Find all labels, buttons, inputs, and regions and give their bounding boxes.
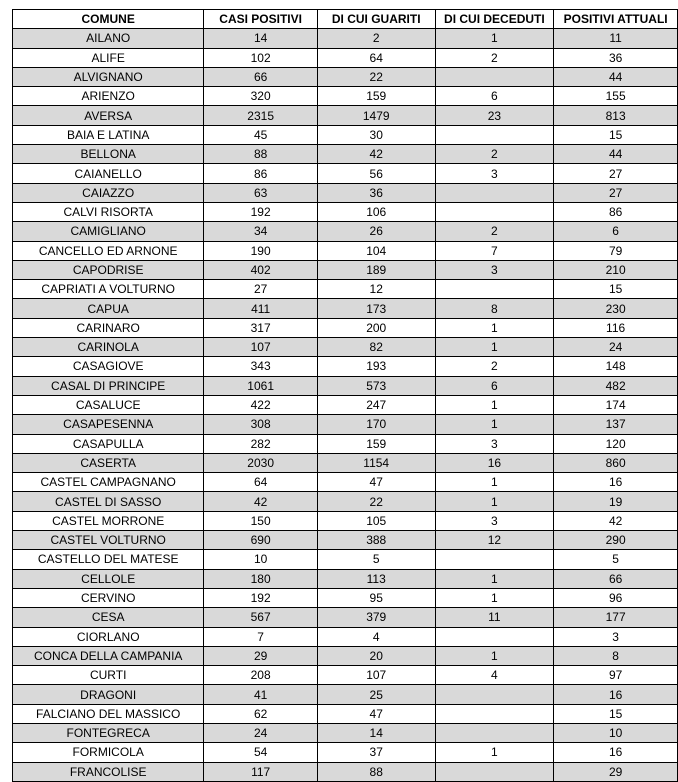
cell-guariti: 26	[317, 222, 435, 241]
cell-deceduti	[435, 280, 554, 299]
table-row	[13, 395, 678, 414]
cell-positivi-attuali: 230	[554, 299, 678, 318]
cell-casi-positivi: 45	[204, 125, 318, 144]
cell-comune: CASAPULLA	[13, 434, 204, 453]
cell-casi-positivi: 62	[204, 704, 318, 723]
cell-positivi-attuali: 813	[554, 106, 678, 125]
cell-guariti: 193	[317, 357, 435, 376]
cell-comune: CAPODRISE	[13, 260, 204, 279]
cell-deceduti: 8	[435, 299, 554, 318]
cell-casi-positivi: 63	[204, 183, 318, 202]
cell-positivi-attuali: 155	[554, 87, 678, 106]
table-row	[13, 106, 678, 125]
cell-comune: CONCA DELLA CAMPANIA	[13, 646, 204, 665]
table-row	[13, 608, 678, 627]
cell-positivi-attuali: 27	[554, 183, 678, 202]
cell-deceduti: 1	[435, 395, 554, 414]
cell-deceduti: 6	[435, 376, 554, 395]
cell-casi-positivi: 308	[204, 415, 318, 434]
cell-guariti: 82	[317, 338, 435, 357]
cell-casi-positivi: 10	[204, 550, 318, 569]
cell-comune: DRAGONI	[13, 685, 204, 704]
table-row	[13, 723, 678, 742]
cell-comune: CARINOLA	[13, 338, 204, 357]
cell-guariti: 247	[317, 395, 435, 414]
cell-positivi-attuali: 137	[554, 415, 678, 434]
covid-cases-table	[12, 9, 678, 782]
cell-comune: ARIENZO	[13, 87, 204, 106]
cell-guariti: 22	[317, 67, 435, 86]
cell-positivi-attuali: 16	[554, 685, 678, 704]
cell-casi-positivi: 567	[204, 608, 318, 627]
cell-positivi-attuali: 116	[554, 318, 678, 337]
cell-deceduti	[435, 627, 554, 646]
table-row	[13, 415, 678, 434]
cell-casi-positivi: 150	[204, 511, 318, 530]
cell-comune: CASALUCE	[13, 395, 204, 414]
cell-comune: CERVINO	[13, 588, 204, 607]
cell-positivi-attuali: 27	[554, 164, 678, 183]
cell-comune: FALCIANO DEL MASSICO	[13, 704, 204, 723]
cell-guariti: 95	[317, 588, 435, 607]
header-di-cui-deceduti: DI CUI DECEDUTI	[435, 10, 554, 29]
cell-comune: CAPUA	[13, 299, 204, 318]
cell-guariti: 105	[317, 511, 435, 530]
cell-guariti: 1154	[317, 453, 435, 472]
cell-casi-positivi: 180	[204, 569, 318, 588]
cell-positivi-attuali: 10	[554, 723, 678, 742]
cell-deceduti: 1	[435, 29, 554, 48]
cell-casi-positivi: 190	[204, 241, 318, 260]
table-row	[13, 511, 678, 530]
table-row	[13, 646, 678, 665]
cell-comune: ALIFE	[13, 48, 204, 67]
header-casi-positivi: CASI POSITIVI	[204, 10, 318, 29]
cell-casi-positivi: 107	[204, 338, 318, 357]
table-row	[13, 318, 678, 337]
cell-deceduti	[435, 67, 554, 86]
cell-casi-positivi: 1061	[204, 376, 318, 395]
cell-comune: BAIA E LATINA	[13, 125, 204, 144]
table-row	[13, 48, 678, 67]
cell-positivi-attuali: 174	[554, 395, 678, 414]
cell-guariti: 4	[317, 627, 435, 646]
cell-positivi-attuali: 15	[554, 125, 678, 144]
cell-guariti: 2	[317, 29, 435, 48]
cell-casi-positivi: 64	[204, 473, 318, 492]
table-row	[13, 183, 678, 202]
cell-deceduti: 2	[435, 48, 554, 67]
cell-deceduti: 1	[435, 473, 554, 492]
cell-positivi-attuali: 482	[554, 376, 678, 395]
cell-comune: CELLOLE	[13, 569, 204, 588]
cell-positivi-attuali: 79	[554, 241, 678, 260]
cell-positivi-attuali: 290	[554, 531, 678, 550]
table-row	[13, 260, 678, 279]
cell-casi-positivi: 41	[204, 685, 318, 704]
table-row	[13, 125, 678, 144]
table-row	[13, 492, 678, 511]
cell-deceduti: 1	[435, 492, 554, 511]
table-row	[13, 222, 678, 241]
cell-casi-positivi: 317	[204, 318, 318, 337]
cell-casi-positivi: 29	[204, 646, 318, 665]
cell-deceduti: 1	[435, 646, 554, 665]
cell-guariti: 56	[317, 164, 435, 183]
cell-comune: CAIAZZO	[13, 183, 204, 202]
cell-comune: CASTEL DI SASSO	[13, 492, 204, 511]
cell-guariti: 14	[317, 723, 435, 742]
table-row	[13, 762, 678, 781]
cell-casi-positivi: 282	[204, 434, 318, 453]
cell-guariti: 113	[317, 569, 435, 588]
cell-comune: AVERSA	[13, 106, 204, 125]
cell-deceduti: 2	[435, 222, 554, 241]
cell-positivi-attuali: 177	[554, 608, 678, 627]
cell-comune: BELLONA	[13, 145, 204, 164]
cell-deceduti: 1	[435, 588, 554, 607]
cell-guariti: 30	[317, 125, 435, 144]
table-row	[13, 202, 678, 221]
table-row	[13, 280, 678, 299]
table-row	[13, 434, 678, 453]
table-row	[13, 299, 678, 318]
cell-casi-positivi: 320	[204, 87, 318, 106]
cell-guariti: 37	[317, 743, 435, 762]
table-row	[13, 666, 678, 685]
cell-deceduti: 2	[435, 357, 554, 376]
cell-deceduti: 4	[435, 666, 554, 685]
table-row	[13, 531, 678, 550]
cell-comune: CAMIGLIANO	[13, 222, 204, 241]
cell-positivi-attuali: 96	[554, 588, 678, 607]
cell-casi-positivi: 14	[204, 29, 318, 48]
cell-deceduti: 12	[435, 531, 554, 550]
cell-deceduti	[435, 762, 554, 781]
cell-positivi-attuali: 148	[554, 357, 678, 376]
cell-positivi-attuali: 44	[554, 67, 678, 86]
cell-deceduti	[435, 704, 554, 723]
header-positivi-attuali: POSITIVI ATTUALI	[554, 10, 678, 29]
cell-positivi-attuali: 210	[554, 260, 678, 279]
table-row	[13, 338, 678, 357]
cell-comune: CESA	[13, 608, 204, 627]
cell-guariti: 379	[317, 608, 435, 627]
cell-comune: CURTI	[13, 666, 204, 685]
header-di-cui-guariti: DI CUI GUARITI	[317, 10, 435, 29]
cell-positivi-attuali: 8	[554, 646, 678, 665]
cell-guariti: 88	[317, 762, 435, 781]
cell-comune: CIORLANO	[13, 627, 204, 646]
cell-guariti: 47	[317, 704, 435, 723]
cell-casi-positivi: 192	[204, 588, 318, 607]
cell-casi-positivi: 27	[204, 280, 318, 299]
cell-guariti: 42	[317, 145, 435, 164]
cell-comune: CASTELLO DEL MATESE	[13, 550, 204, 569]
cell-positivi-attuali: 15	[554, 280, 678, 299]
cell-casi-positivi: 117	[204, 762, 318, 781]
table-row	[13, 588, 678, 607]
table-row	[13, 29, 678, 48]
table-row	[13, 627, 678, 646]
cell-comune: AILANO	[13, 29, 204, 48]
cell-positivi-attuali: 6	[554, 222, 678, 241]
table-row	[13, 743, 678, 762]
cell-comune: CASTEL MORRONE	[13, 511, 204, 530]
cell-guariti: 573	[317, 376, 435, 395]
cell-deceduti: 3	[435, 260, 554, 279]
cell-positivi-attuali: 3	[554, 627, 678, 646]
cell-guariti: 12	[317, 280, 435, 299]
cell-deceduti: 1	[435, 415, 554, 434]
cell-guariti: 189	[317, 260, 435, 279]
table-row	[13, 704, 678, 723]
table-row	[13, 453, 678, 472]
cell-comune: FONTEGRECA	[13, 723, 204, 742]
header-row	[13, 10, 678, 29]
covid-cases-table-container	[12, 9, 678, 782]
table-row	[13, 87, 678, 106]
cell-positivi-attuali: 120	[554, 434, 678, 453]
header-comune: COMUNE	[13, 10, 204, 29]
cell-guariti: 64	[317, 48, 435, 67]
cell-guariti: 170	[317, 415, 435, 434]
cell-guariti: 5	[317, 550, 435, 569]
cell-guariti: 388	[317, 531, 435, 550]
cell-positivi-attuali: 66	[554, 569, 678, 588]
cell-casi-positivi: 88	[204, 145, 318, 164]
cell-guariti: 47	[317, 473, 435, 492]
cell-deceduti	[435, 723, 554, 742]
cell-deceduti	[435, 550, 554, 569]
cell-casi-positivi: 54	[204, 743, 318, 762]
cell-casi-positivi: 24	[204, 723, 318, 742]
cell-comune: CASTEL VOLTURNO	[13, 531, 204, 550]
table-row	[13, 376, 678, 395]
cell-deceduti	[435, 685, 554, 704]
cell-casi-positivi: 690	[204, 531, 318, 550]
cell-positivi-attuali: 16	[554, 743, 678, 762]
cell-positivi-attuali: 19	[554, 492, 678, 511]
cell-comune: CASAGIOVE	[13, 357, 204, 376]
table-header	[13, 10, 678, 29]
cell-comune: CALVI RISORTA	[13, 202, 204, 221]
cell-deceduti: 1	[435, 318, 554, 337]
cell-guariti: 200	[317, 318, 435, 337]
table-row	[13, 164, 678, 183]
cell-casi-positivi: 34	[204, 222, 318, 241]
cell-casi-positivi: 192	[204, 202, 318, 221]
cell-comune: CANCELLO ED ARNONE	[13, 241, 204, 260]
cell-comune: CAIANELLO	[13, 164, 204, 183]
cell-positivi-attuali: 5	[554, 550, 678, 569]
cell-deceduti: 3	[435, 511, 554, 530]
cell-deceduti: 1	[435, 743, 554, 762]
table-row	[13, 569, 678, 588]
cell-deceduti: 7	[435, 241, 554, 260]
cell-comune: CASERTA	[13, 453, 204, 472]
table-row	[13, 67, 678, 86]
cell-deceduti	[435, 202, 554, 221]
cell-positivi-attuali: 36	[554, 48, 678, 67]
cell-positivi-attuali: 97	[554, 666, 678, 685]
table-row	[13, 685, 678, 704]
cell-comune: ALVIGNANO	[13, 67, 204, 86]
cell-deceduti	[435, 125, 554, 144]
cell-casi-positivi: 86	[204, 164, 318, 183]
cell-positivi-attuali: 24	[554, 338, 678, 357]
cell-deceduti: 23	[435, 106, 554, 125]
cell-guariti: 106	[317, 202, 435, 221]
cell-casi-positivi: 42	[204, 492, 318, 511]
cell-guariti: 36	[317, 183, 435, 202]
cell-casi-positivi: 208	[204, 666, 318, 685]
cell-comune: CASTEL CAMPAGNANO	[13, 473, 204, 492]
cell-casi-positivi: 411	[204, 299, 318, 318]
cell-casi-positivi: 102	[204, 48, 318, 67]
cell-casi-positivi: 7	[204, 627, 318, 646]
cell-positivi-attuali: 11	[554, 29, 678, 48]
table-row	[13, 145, 678, 164]
cell-casi-positivi: 343	[204, 357, 318, 376]
cell-comune: CASAPESENNA	[13, 415, 204, 434]
cell-positivi-attuali: 15	[554, 704, 678, 723]
cell-guariti: 159	[317, 434, 435, 453]
cell-casi-positivi: 66	[204, 67, 318, 86]
cell-casi-positivi: 2030	[204, 453, 318, 472]
table-row	[13, 550, 678, 569]
cell-positivi-attuali: 29	[554, 762, 678, 781]
cell-deceduti: 6	[435, 87, 554, 106]
cell-comune: FORMICOLA	[13, 743, 204, 762]
cell-casi-positivi: 2315	[204, 106, 318, 125]
table-row	[13, 473, 678, 492]
cell-guariti: 1479	[317, 106, 435, 125]
cell-comune: CAPRIATI A VOLTURNO	[13, 280, 204, 299]
cell-positivi-attuali: 42	[554, 511, 678, 530]
cell-deceduti: 2	[435, 145, 554, 164]
cell-comune: FRANCOLISE	[13, 762, 204, 781]
cell-casi-positivi: 422	[204, 395, 318, 414]
cell-comune: CASAL DI PRINCIPE	[13, 376, 204, 395]
cell-guariti: 25	[317, 685, 435, 704]
cell-guariti: 20	[317, 646, 435, 665]
cell-positivi-attuali: 44	[554, 145, 678, 164]
cell-casi-positivi: 402	[204, 260, 318, 279]
cell-guariti: 107	[317, 666, 435, 685]
cell-deceduti: 16	[435, 453, 554, 472]
cell-positivi-attuali: 86	[554, 202, 678, 221]
cell-guariti: 173	[317, 299, 435, 318]
cell-guariti: 159	[317, 87, 435, 106]
cell-guariti: 22	[317, 492, 435, 511]
cell-deceduti	[435, 183, 554, 202]
cell-deceduti: 3	[435, 164, 554, 183]
cell-comune: CARINARO	[13, 318, 204, 337]
cell-deceduti: 11	[435, 608, 554, 627]
cell-deceduti: 3	[435, 434, 554, 453]
table-row	[13, 357, 678, 376]
cell-guariti: 104	[317, 241, 435, 260]
cell-deceduti: 1	[435, 338, 554, 357]
cell-positivi-attuali: 860	[554, 453, 678, 472]
table-row	[13, 241, 678, 260]
cell-positivi-attuali: 16	[554, 473, 678, 492]
table-body	[13, 29, 678, 782]
cell-deceduti: 1	[435, 569, 554, 588]
